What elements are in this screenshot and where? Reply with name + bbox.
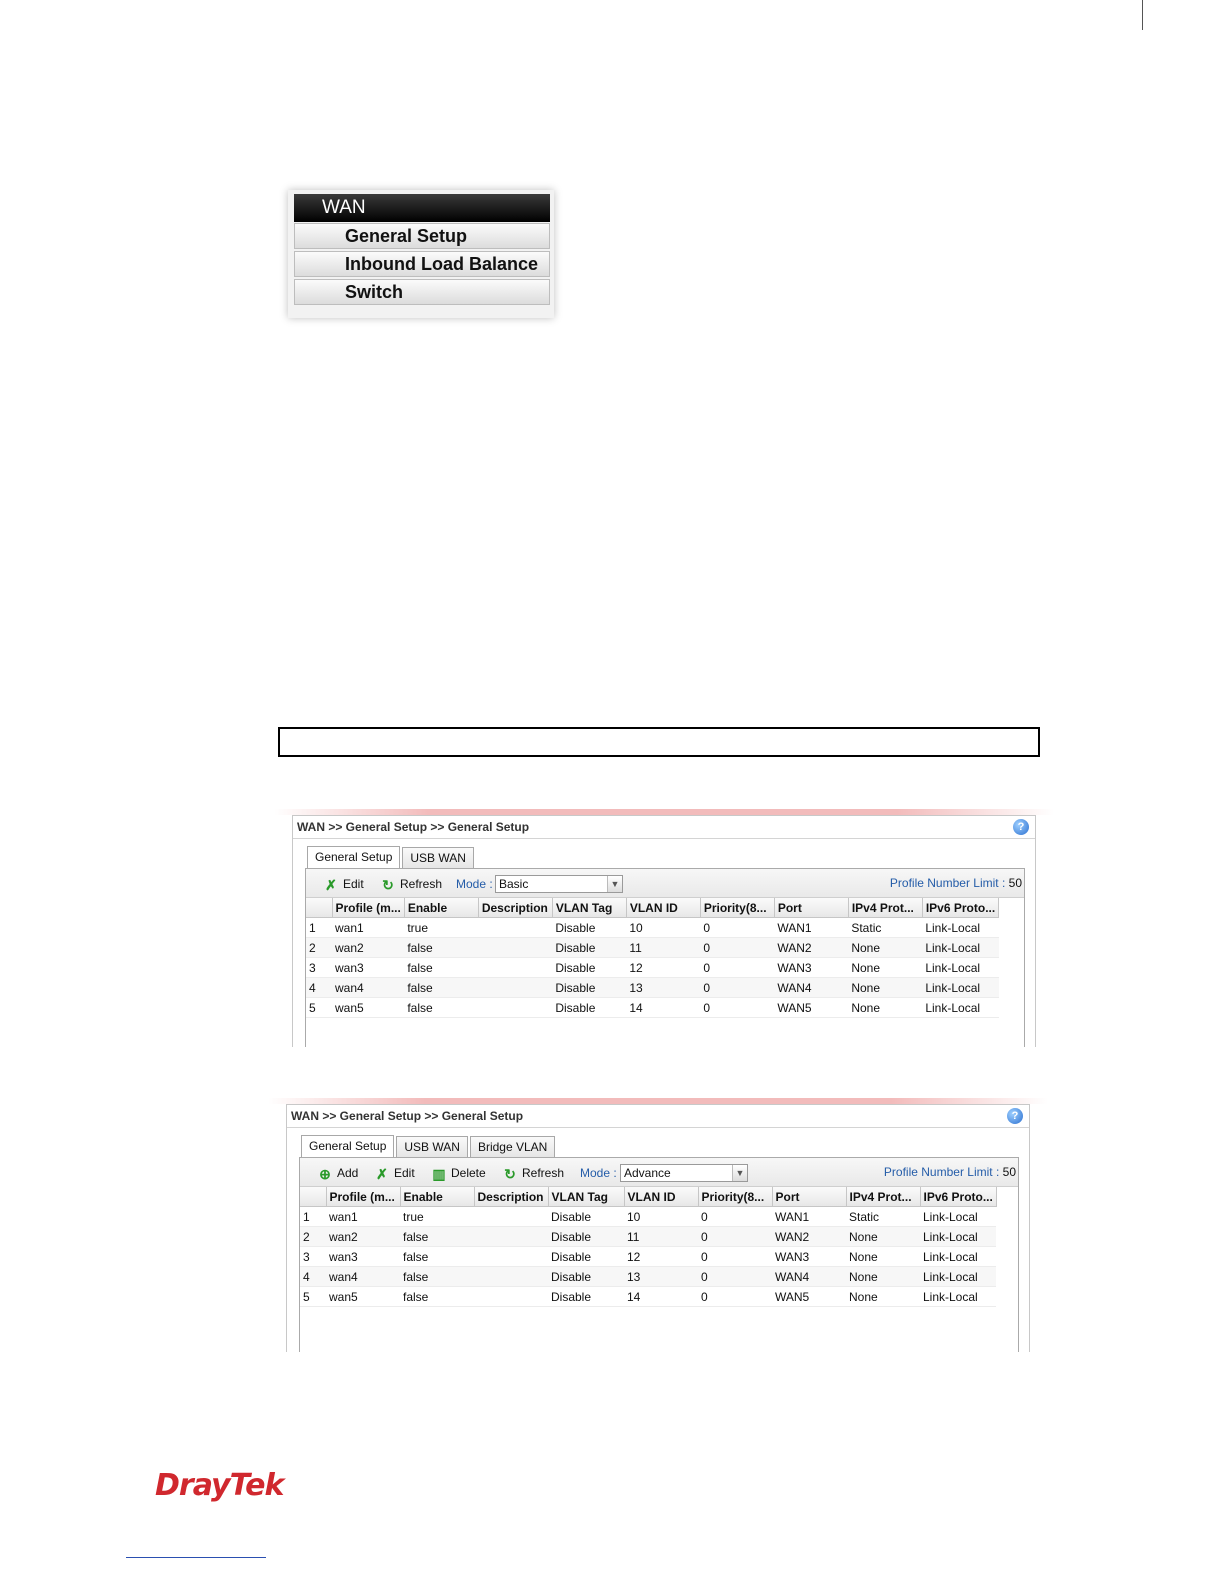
edit-button[interactable]: ✗ Edit bbox=[325, 877, 364, 893]
table-cell: WAN3 bbox=[772, 1247, 846, 1267]
table-cell: 10 bbox=[624, 1207, 698, 1227]
table-cell: WAN4 bbox=[774, 978, 848, 998]
table-cell: 3 bbox=[306, 958, 332, 978]
table-cell: None bbox=[846, 1227, 920, 1247]
column-header[interactable]: Enable bbox=[400, 1187, 474, 1207]
profile-table bbox=[306, 898, 999, 1018]
table-cell: 12 bbox=[624, 1247, 698, 1267]
delete-button[interactable]: ▥ Delete bbox=[432, 1166, 486, 1182]
table-cell: 1 bbox=[300, 1207, 326, 1227]
table-cell: false bbox=[404, 938, 478, 958]
column-header[interactable]: Description bbox=[474, 1187, 548, 1207]
table-cell: true bbox=[400, 1207, 474, 1227]
tab-usb-wan[interactable]: USB WAN bbox=[396, 1136, 468, 1157]
table-cell: 0 bbox=[700, 978, 774, 998]
profile-grid bbox=[299, 1157, 1019, 1352]
table-cell: true bbox=[404, 918, 478, 938]
table-row[interactable] bbox=[306, 938, 999, 958]
mode-label: Mode : bbox=[456, 877, 493, 891]
table-cell: None bbox=[848, 998, 922, 1018]
table-cell: wan2 bbox=[332, 938, 404, 958]
table-cell bbox=[478, 918, 552, 938]
table-cell bbox=[478, 998, 552, 1018]
menu-header: WAN bbox=[294, 194, 550, 222]
table-cell: None bbox=[846, 1287, 920, 1307]
column-header[interactable]: Port bbox=[774, 898, 848, 918]
table-cell: 0 bbox=[698, 1227, 772, 1247]
column-header[interactable] bbox=[306, 898, 332, 918]
table-row[interactable] bbox=[300, 1267, 996, 1287]
help-icon[interactable]: ? bbox=[1013, 819, 1029, 835]
refresh-icon: ↻ bbox=[504, 1166, 516, 1182]
table-cell: Static bbox=[848, 918, 922, 938]
table-cell: wan5 bbox=[326, 1287, 400, 1307]
table-cell: 14 bbox=[626, 998, 700, 1018]
table-cell: None bbox=[848, 978, 922, 998]
table-cell: Disable bbox=[548, 1207, 624, 1227]
edit-icon: ✗ bbox=[376, 1166, 388, 1182]
table-cell: 13 bbox=[624, 1267, 698, 1287]
table-cell: wan1 bbox=[332, 918, 404, 938]
table-cell bbox=[474, 1207, 548, 1227]
table-cell: Disable bbox=[548, 1287, 624, 1307]
note-box bbox=[278, 727, 1040, 757]
profile-grid bbox=[305, 868, 1025, 1047]
table-cell: 4 bbox=[300, 1267, 326, 1287]
refresh-icon: ↻ bbox=[382, 877, 394, 893]
table-cell: WAN2 bbox=[774, 938, 848, 958]
profile-limit: Profile Number Limit : 50 bbox=[883, 1165, 1016, 1179]
table-cell: false bbox=[404, 958, 478, 978]
table-cell: Disable bbox=[552, 958, 626, 978]
table-cell: 0 bbox=[700, 938, 774, 958]
wan-menu bbox=[288, 190, 554, 318]
table-cell: Link-Local bbox=[922, 998, 998, 1018]
column-header[interactable]: IPv4 Prot... bbox=[846, 1187, 920, 1207]
column-header[interactable]: VLAN ID bbox=[624, 1187, 698, 1207]
table-row[interactable] bbox=[306, 958, 999, 978]
breadcrumb: WAN >> General Setup >> General Setup bbox=[287, 1105, 1029, 1128]
column-header[interactable]: Priority(8... bbox=[698, 1187, 772, 1207]
table-cell: 10 bbox=[626, 918, 700, 938]
profile-table bbox=[300, 1187, 997, 1307]
table-cell: wan4 bbox=[332, 978, 404, 998]
table-cell: WAN2 bbox=[772, 1227, 846, 1247]
table-cell: false bbox=[400, 1287, 474, 1307]
table-cell: wan1 bbox=[326, 1207, 400, 1227]
table-cell: 2 bbox=[300, 1227, 326, 1247]
table-cell: Link-Local bbox=[922, 958, 998, 978]
table-row[interactable] bbox=[300, 1227, 996, 1247]
table-row[interactable] bbox=[300, 1287, 996, 1307]
column-header[interactable]: VLAN Tag bbox=[552, 898, 626, 918]
footer-link-line bbox=[126, 1557, 266, 1558]
table-cell: WAN3 bbox=[774, 958, 848, 978]
table-cell: Disable bbox=[552, 918, 626, 938]
table-cell: None bbox=[846, 1247, 920, 1267]
table-cell: Link-Local bbox=[920, 1247, 996, 1267]
table-cell: 0 bbox=[698, 1267, 772, 1287]
column-header[interactable]: IPv6 Proto... bbox=[920, 1187, 996, 1207]
chevron-down-icon: ▼ bbox=[607, 876, 622, 892]
table-cell: WAN5 bbox=[772, 1287, 846, 1307]
table-cell: Link-Local bbox=[920, 1267, 996, 1287]
table-cell: false bbox=[404, 998, 478, 1018]
table-cell bbox=[478, 978, 552, 998]
chevron-down-icon: ▼ bbox=[732, 1165, 747, 1181]
column-header[interactable]: VLAN ID bbox=[626, 898, 700, 918]
table-cell: false bbox=[400, 1227, 474, 1247]
column-header[interactable]: Description bbox=[478, 898, 552, 918]
toolbar bbox=[300, 1158, 1018, 1187]
table-cell: wan4 bbox=[326, 1267, 400, 1287]
trash-icon: ▥ bbox=[432, 1166, 446, 1182]
tab-bar bbox=[307, 846, 476, 868]
table-cell: wan2 bbox=[326, 1227, 400, 1247]
column-header[interactable]: IPv4 Prot... bbox=[848, 898, 922, 918]
help-icon[interactable]: ? bbox=[1007, 1108, 1023, 1124]
profile-limit: Profile Number Limit : 50 bbox=[889, 876, 1022, 890]
table-cell: Disable bbox=[552, 998, 626, 1018]
table-cell: 13 bbox=[626, 978, 700, 998]
tab-usb-wan[interactable]: USB WAN bbox=[402, 847, 474, 868]
table-cell: false bbox=[400, 1267, 474, 1287]
table-cell: 0 bbox=[700, 918, 774, 938]
column-header[interactable]: VLAN Tag bbox=[548, 1187, 624, 1207]
table-cell: Link-Local bbox=[920, 1207, 996, 1227]
table-cell: 2 bbox=[306, 938, 332, 958]
table-cell: 12 bbox=[626, 958, 700, 978]
table-cell: false bbox=[404, 978, 478, 998]
add-icon: ⊕ bbox=[319, 1166, 331, 1182]
table-cell: None bbox=[848, 958, 922, 978]
panel-advance bbox=[278, 1104, 1038, 1352]
table-cell: 11 bbox=[624, 1227, 698, 1247]
table-row[interactable] bbox=[300, 1247, 996, 1267]
table-cell: None bbox=[846, 1267, 920, 1287]
menu-item-inbound-load-balance[interactable]: Inbound Load Balance bbox=[294, 251, 550, 277]
page-edge-line bbox=[1142, 0, 1143, 30]
table-cell: 0 bbox=[698, 1247, 772, 1267]
mode-label: Mode : bbox=[580, 1166, 617, 1180]
edit-button[interactable]: ✗ Edit bbox=[376, 1166, 415, 1182]
refresh-button[interactable]: ↻ Refresh bbox=[382, 877, 443, 893]
table-cell: wan3 bbox=[332, 958, 404, 978]
toolbar bbox=[306, 869, 1024, 898]
table-cell: Link-Local bbox=[922, 938, 998, 958]
table-cell: Disable bbox=[552, 938, 626, 958]
tab-bar bbox=[301, 1135, 557, 1157]
menu-item-switch[interactable]: Switch bbox=[294, 279, 550, 305]
table-cell: Static bbox=[846, 1207, 920, 1227]
tab-general-setup[interactable]: General Setup bbox=[307, 846, 400, 868]
table-cell: 0 bbox=[700, 998, 774, 1018]
column-header[interactable]: IPv6 Proto... bbox=[922, 898, 998, 918]
tab-general-setup[interactable]: General Setup bbox=[301, 1135, 394, 1157]
column-header[interactable]: Priority(8... bbox=[700, 898, 774, 918]
table-cell: 0 bbox=[698, 1287, 772, 1307]
column-header[interactable]: Profile (m... bbox=[332, 898, 404, 918]
menu-item-general-setup[interactable]: General Setup bbox=[294, 223, 550, 249]
refresh-button[interactable]: ↻ Refresh bbox=[504, 1166, 565, 1182]
table-cell bbox=[474, 1287, 548, 1307]
table-cell: WAN4 bbox=[772, 1267, 846, 1287]
table-cell: 5 bbox=[306, 998, 332, 1018]
table-cell: Disable bbox=[548, 1247, 624, 1267]
table-cell: WAN5 bbox=[774, 998, 848, 1018]
draytek-logo: DrayTek bbox=[155, 1468, 284, 1503]
table-cell bbox=[478, 938, 552, 958]
table-cell: wan5 bbox=[332, 998, 404, 1018]
column-header[interactable]: Port bbox=[772, 1187, 846, 1207]
table-cell: 14 bbox=[624, 1287, 698, 1307]
table-row[interactable] bbox=[306, 918, 999, 938]
breadcrumb: WAN >> General Setup >> General Setup bbox=[293, 816, 1035, 839]
table-cell bbox=[478, 958, 552, 978]
table-cell: Disable bbox=[548, 1267, 624, 1287]
table-cell: Link-Local bbox=[920, 1287, 996, 1307]
table-cell: WAN1 bbox=[772, 1207, 846, 1227]
table-cell: WAN1 bbox=[774, 918, 848, 938]
table-cell: 4 bbox=[306, 978, 332, 998]
table-cell: Disable bbox=[552, 978, 626, 998]
table-cell: 1 bbox=[306, 918, 332, 938]
table-cell: 5 bbox=[300, 1287, 326, 1307]
table-cell: 3 bbox=[300, 1247, 326, 1267]
column-header[interactable]: Enable bbox=[404, 898, 478, 918]
table-cell bbox=[474, 1267, 548, 1287]
table-cell: 0 bbox=[698, 1207, 772, 1227]
table-cell bbox=[474, 1227, 548, 1247]
table-cell: 11 bbox=[626, 938, 700, 958]
table-cell: Link-Local bbox=[922, 978, 998, 998]
tab-bridge-vlan[interactable]: Bridge VLAN bbox=[470, 1136, 555, 1157]
table-cell: None bbox=[848, 938, 922, 958]
edit-icon: ✗ bbox=[325, 877, 337, 893]
table-cell: Link-Local bbox=[920, 1227, 996, 1247]
table-cell: wan3 bbox=[326, 1247, 400, 1267]
add-button[interactable]: ⊕ Add bbox=[319, 1166, 359, 1182]
table-cell: Disable bbox=[548, 1227, 624, 1247]
table-cell bbox=[474, 1247, 548, 1267]
table-row[interactable] bbox=[300, 1207, 996, 1227]
table-row[interactable] bbox=[306, 998, 999, 1018]
panel-basic bbox=[284, 815, 1044, 1047]
table-cell: false bbox=[400, 1247, 474, 1267]
mode-select[interactable]: Basic ▼ bbox=[495, 875, 623, 893]
table-cell: 0 bbox=[700, 958, 774, 978]
column-header[interactable] bbox=[300, 1187, 326, 1207]
table-cell: Link-Local bbox=[922, 918, 998, 938]
table-row[interactable] bbox=[306, 978, 999, 998]
column-header[interactable]: Profile (m... bbox=[326, 1187, 400, 1207]
mode-select[interactable]: Advance ▼ bbox=[620, 1164, 748, 1182]
